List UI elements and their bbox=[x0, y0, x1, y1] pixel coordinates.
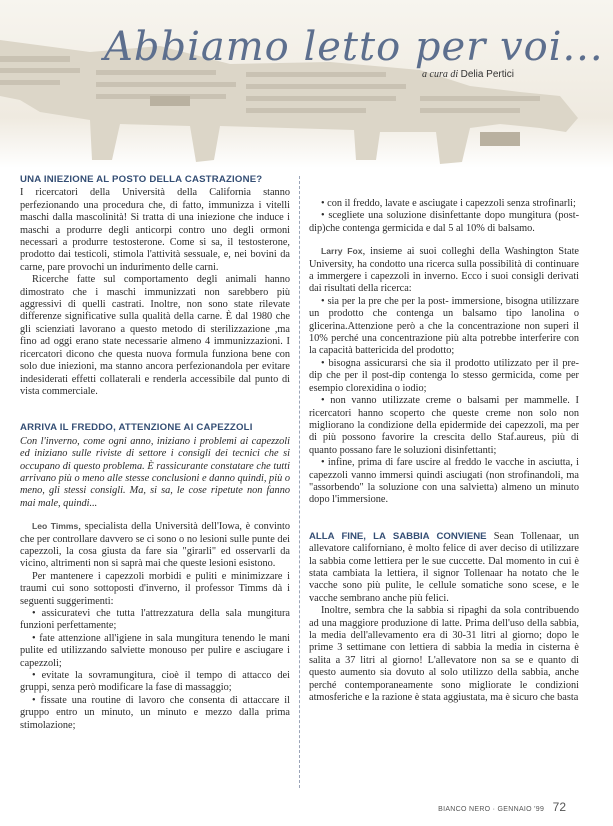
magazine-issue: BIANCO NERO · GENNAIO '99 bbox=[438, 806, 545, 813]
list-item: • assicuratevi che tutta l'attrezzatura della sala mungitura funzioni perfettamente; bbox=[20, 608, 290, 632]
page-footer bbox=[438, 798, 566, 816]
list-item: • evitate la sovramungitura, cioè il tempo di attacco dei gruppi, senza però modificare la fase di massaggio; bbox=[20, 670, 290, 694]
column-divider bbox=[299, 176, 300, 788]
author-name: Leo Timms bbox=[32, 521, 79, 532]
list-item: • bisogna assicurarsi che sia il prodotto utilizzato per il pre-dip che per il post-dip contenga lo stesso germicida, come per esempio clorexidina o iodio; bbox=[309, 357, 579, 394]
list-item: • con il freddo, lavate e asciugate i capezzoli senza strofinarli; bbox=[321, 198, 576, 209]
paragraph: Inoltre, sembra che la sabbia si ripaghi da sola contribuendo ad una maggiore produzione di latte. Prima dell'uso della sabbia, la media dell'allevamento era di 30-31 litri al giorno; dopo le prime 3 settimane con lettiera di sabbia la media in cisterna è salita a 37 litri al giorno! L'allevatore non sa se e quanto di questo aumento sia dovuto al solo utilizzo della sabbia, anche perché contemporaneamente sono migliorate le condizioni atmosferiche e la razione è stata aggiustata, ma è sicuro che basta bbox=[309, 605, 579, 704]
section-intro: Con l'inverno, come ogni anno, iniziano i problemi ai capezzoli ed iniziano sulle riviste di settore i consigli dei tecnici che si occupano di questo problema. È rassicurante constatare che tutti arrivano più o meno alle stesse conclusioni e danno quindi, più o meno, gli stessi consigli. Ma, si sa, le cose ripetute non fanno mai male, quindi... bbox=[20, 435, 290, 509]
section-title-castrazione: UNA INIEZIONE AL POSTO DELLA CASTRAZIONE? bbox=[20, 174, 263, 185]
list-item: • infine, prima di fare uscire al freddo le vacche in asciutta, i capezzoli vanno immersi quindi asciugati (non strofinandoli, ma "assorbendo" la soluzione con una salvietta) almeno un minuto dopo l'immersione. bbox=[309, 457, 579, 506]
paragraph-text: , specialista della Università dell'Iowa, è convinto che per controllare davvero se ci sono o no lesioni sulle punte dei capezzoli, la cosa giusta da fare sia "girarli" ed osservarli da vicino, altrimenti non si saprà mai che queste lesioni esistono. bbox=[20, 521, 290, 570]
paragraph: Ricerche fatte sul comportamento degli animali hanno dimostrato che i maschi immunizzati non sarebbero più aggressivi di quelli castrati. Inoltre, non sono state rilevate differenze significative sulla qualità della carne. È dal 1980 che gli scienziati lavorano a questo metodo di sterilizzazione ,ma fino ad oggi erano state necessarie almeno 4 immunizzazioni. I ricercatori dicono che questa nuova formula funziona bene con solo due iniezioni, ma stanno ancora perfezionandola per evitare indesiderati effetti collaterali e renderla accessibile dal punto di vista commerciale. bbox=[20, 274, 290, 397]
list-item: • scegliete una soluzione disinfettante dopo mungitura (post-dip)che contenga germicida e dal 5 al 10% di balsamo. bbox=[309, 210, 579, 234]
header-banner bbox=[0, 0, 613, 168]
paragraph bbox=[309, 245, 579, 296]
list-item: • non vanno utilizzate creme o balsami per mammelle. I ricercatori hanno scoperto che queste creme non solo non migliorano la condizione della epidermide dei capezzoli, ma per di più possono favorire la crescita dello Staf.aureus, più di quanto possano fare le soluzioni disinfettanti; bbox=[309, 395, 579, 456]
byline-author: Delia Pertici bbox=[460, 69, 514, 80]
left-column bbox=[20, 174, 290, 732]
paragraph bbox=[20, 520, 290, 571]
paragraph: I ricercatori della Università della California stanno perfezionando una procedura che, di fatto, immunizza i vitelli maschi dalla mascolinità! Si tratta di una iniezione che induce i maschi a produrre degli anticorpi contro uno degli ormoni necessari a produrre testosterone. Come si sa, il testosterone, prodotto dai testicoli, stimola l'attività sessuale, e, nei bovini da carne, pare provochi un indurimento delle carni. bbox=[20, 187, 290, 273]
list-item: • fate attenzione all'igiene in sala mungitura tenendo le mani pulite ed utilizzando salviette monouso per pulire e asciugare i capezzoli; bbox=[20, 632, 290, 669]
page-title: Abbiamo letto per voi... bbox=[104, 24, 604, 70]
paragraph-text: , insieme ai suoi colleghi della Washington State University, ha condotto una ricerca sulla possibilità di continuare a immergere i capezzoli in inverno. Ecco i suoi consigli derivati dai risultati della ricerca: bbox=[309, 246, 580, 295]
paragraph-text: Sean Tollenaar, un allevatore californiano, è molto felice di aver deciso di utilizzare la sabbia come lettiera per le sue cuccette. Dal momento in cui è stata cambiata la lettiera, il signor Tollenaar ha notato che le vacche sono più pulite, le cellule somatiche sono scese, e le vacche sembrano anche più felici. bbox=[309, 530, 579, 604]
byline bbox=[422, 69, 514, 80]
paragraph: Per mantenere i capezzoli morbidi e puliti e minimizzare i traumi cui sono sottoposti d'inverno, il professor Timms dà i seguenti suggerimenti: bbox=[20, 570, 290, 607]
right-column bbox=[309, 198, 579, 704]
list-item: • sia per la pre che per la post- immersione, bisogna utilizzare un prodotto che contenga un balsamo tipo lanolina o glicerina.Attenzione però a che la concentrazione non superi il 10% perché una concentrazione più alta potrebbe interferire con la capacità battericida del prodotto; bbox=[309, 295, 579, 357]
list-item: • fissate una routine di lavoro che consenta di attaccare il gruppo entro un minuto, un minuto e mezzo dalla prima stimolazione; bbox=[20, 694, 290, 731]
byline-lead: a cura di bbox=[422, 69, 459, 80]
section-title-capezzoli: ARRIVA IL FREDDO, ATTENZIONE AI CAPEZZOLI bbox=[20, 422, 253, 434]
paragraph bbox=[309, 531, 579, 605]
section-title-sabbia: ALLA FINE, LA SABBIA CONVIENE bbox=[309, 530, 487, 542]
page-number: 72 bbox=[552, 800, 566, 814]
author-name: Larry Fox bbox=[321, 246, 363, 257]
